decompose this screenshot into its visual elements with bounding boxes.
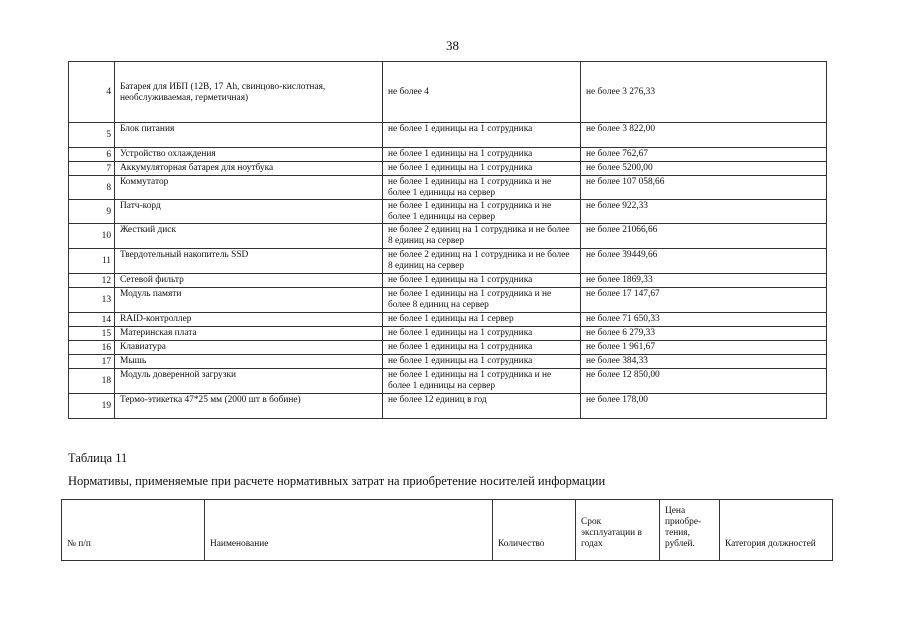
row-number: 4 <box>69 62 115 123</box>
table-header-row <box>62 500 833 561</box>
item-quantity: не более 1 единицы на 1 сотрудника и не более 1 единицы на сервер <box>383 200 581 224</box>
table-row <box>69 394 827 419</box>
column-header-position-category: Категория должностей <box>720 500 833 561</box>
row-number: 12 <box>69 274 115 288</box>
item-price: не более 107 058,66 <box>581 176 827 200</box>
row-number: 14 <box>69 313 115 327</box>
table-title: Нормативы, применяемые при расчете нормативных затрат на приобретение носителей информации <box>68 474 606 488</box>
storage-media-norms-table <box>61 499 833 561</box>
table-row <box>69 224 827 249</box>
item-quantity: не более 1 единицы на 1 сотрудника <box>383 355 581 369</box>
item-quantity: не более 2 единиц на 1 сотрудника и не более 8 единиц на сервер <box>383 224 581 249</box>
row-number: 11 <box>69 249 115 274</box>
row-number: 9 <box>69 200 115 224</box>
item-name: Материнская плата <box>115 327 383 341</box>
item-price: не более 762,67 <box>581 148 827 162</box>
item-price: не более 6 279,33 <box>581 327 827 341</box>
column-header-price: Цена приобре-тения, рублей. <box>660 500 720 561</box>
item-quantity: не более 1 единицы на 1 сотрудника и не более 8 единиц на сервер <box>383 288 581 313</box>
item-price: не более 39449,66 <box>581 249 827 274</box>
item-price: не более 384,33 <box>581 355 827 369</box>
row-number: 15 <box>69 327 115 341</box>
item-quantity: не более 1 единицы на 1 сотрудника <box>383 327 581 341</box>
table-row <box>69 274 827 288</box>
item-name: Коммутатор <box>115 176 383 200</box>
equipment-norms-table <box>68 61 827 419</box>
item-quantity: не более 12 единиц в год <box>383 394 581 419</box>
column-header-quantity: Количество <box>493 500 576 561</box>
item-price: не более 12 850,00 <box>581 369 827 394</box>
table-row <box>69 123 827 148</box>
row-number: 5 <box>69 123 115 148</box>
item-price: не более 17 147,67 <box>581 288 827 313</box>
row-number: 8 <box>69 176 115 200</box>
item-quantity: не более 1 единицы на 1 сотрудника <box>383 148 581 162</box>
table-row <box>69 355 827 369</box>
row-number: 6 <box>69 148 115 162</box>
table-row <box>69 313 827 327</box>
row-number: 7 <box>69 162 115 176</box>
item-price: не более 178,00 <box>581 394 827 419</box>
item-name: Патч-корд <box>115 200 383 224</box>
item-name: Батарея для ИБП (12В, 17 Ah, свинцово-кислотная, необслуживаемая, герметичная) <box>115 62 383 123</box>
table-caption: Таблица 11 <box>68 451 128 465</box>
item-name: Блок питания <box>115 123 383 148</box>
item-price: не более 71 650,33 <box>581 313 827 327</box>
table-row <box>69 176 827 200</box>
item-price: не более 1 961,67 <box>581 341 827 355</box>
item-quantity: не более 1 единицы на 1 сотрудника <box>383 341 581 355</box>
item-name: Термо-этикетка 47*25 мм (2000 шт в бобине) <box>115 394 383 419</box>
item-name: Аккумуляторная батарея для ноутбука <box>115 162 383 176</box>
row-number: 10 <box>69 224 115 249</box>
item-quantity: не более 2 единиц на 1 сотрудника и не более 8 единиц на сервер <box>383 249 581 274</box>
column-header-service-life: Срок эксплуатации в годах <box>576 500 660 561</box>
item-quantity: не более 1 единицы на 1 сотрудника и не более 1 единицы на сервер <box>383 369 581 394</box>
item-quantity: не более 1 единицы на 1 сотрудника <box>383 123 581 148</box>
table-row <box>69 249 827 274</box>
item-price: не более 922,33 <box>581 200 827 224</box>
item-name: Устройство охлаждения <box>115 148 383 162</box>
item-name: Сетевой фильтр <box>115 274 383 288</box>
table-row <box>69 288 827 313</box>
table-row <box>69 162 827 176</box>
equipment-norms-body <box>69 62 827 419</box>
item-quantity: не более 1 единицы на 1 сотрудника и не более 1 единицы на сервер <box>383 176 581 200</box>
item-name: Клавиатура <box>115 341 383 355</box>
item-price: не более 21066,66 <box>581 224 827 249</box>
table-row <box>69 200 827 224</box>
column-header-number: № п/п <box>62 500 205 561</box>
table-row <box>69 341 827 355</box>
item-name: Твердотельный накопитель SSD <box>115 249 383 274</box>
table-row <box>69 369 827 394</box>
item-quantity: не более 4 <box>383 62 581 123</box>
item-price: не более 1869,33 <box>581 274 827 288</box>
item-quantity: не более 1 единицы на 1 сервер <box>383 313 581 327</box>
table-row <box>69 62 827 123</box>
item-name: Модуль доверенной загрузки <box>115 369 383 394</box>
item-name: RAID-контроллер <box>115 313 383 327</box>
table-row <box>69 327 827 341</box>
item-price: не более 5200,00 <box>581 162 827 176</box>
item-quantity: не более 1 единицы на 1 сотрудника <box>383 274 581 288</box>
table-row <box>69 148 827 162</box>
row-number: 18 <box>69 369 115 394</box>
row-number: 19 <box>69 394 115 419</box>
row-number: 13 <box>69 288 115 313</box>
item-name: Жесткий диск <box>115 224 383 249</box>
row-number: 16 <box>69 341 115 355</box>
item-name: Модуль памяти <box>115 288 383 313</box>
row-number: 17 <box>69 355 115 369</box>
item-quantity: не более 1 единицы на 1 сотрудника <box>383 162 581 176</box>
item-price: не более 3 822,00 <box>581 123 827 148</box>
item-name: Мышь <box>115 355 383 369</box>
page-number: 38 <box>446 38 459 53</box>
item-price: не более 3 276,33 <box>581 62 827 123</box>
column-header-name: Наименование <box>205 500 493 561</box>
